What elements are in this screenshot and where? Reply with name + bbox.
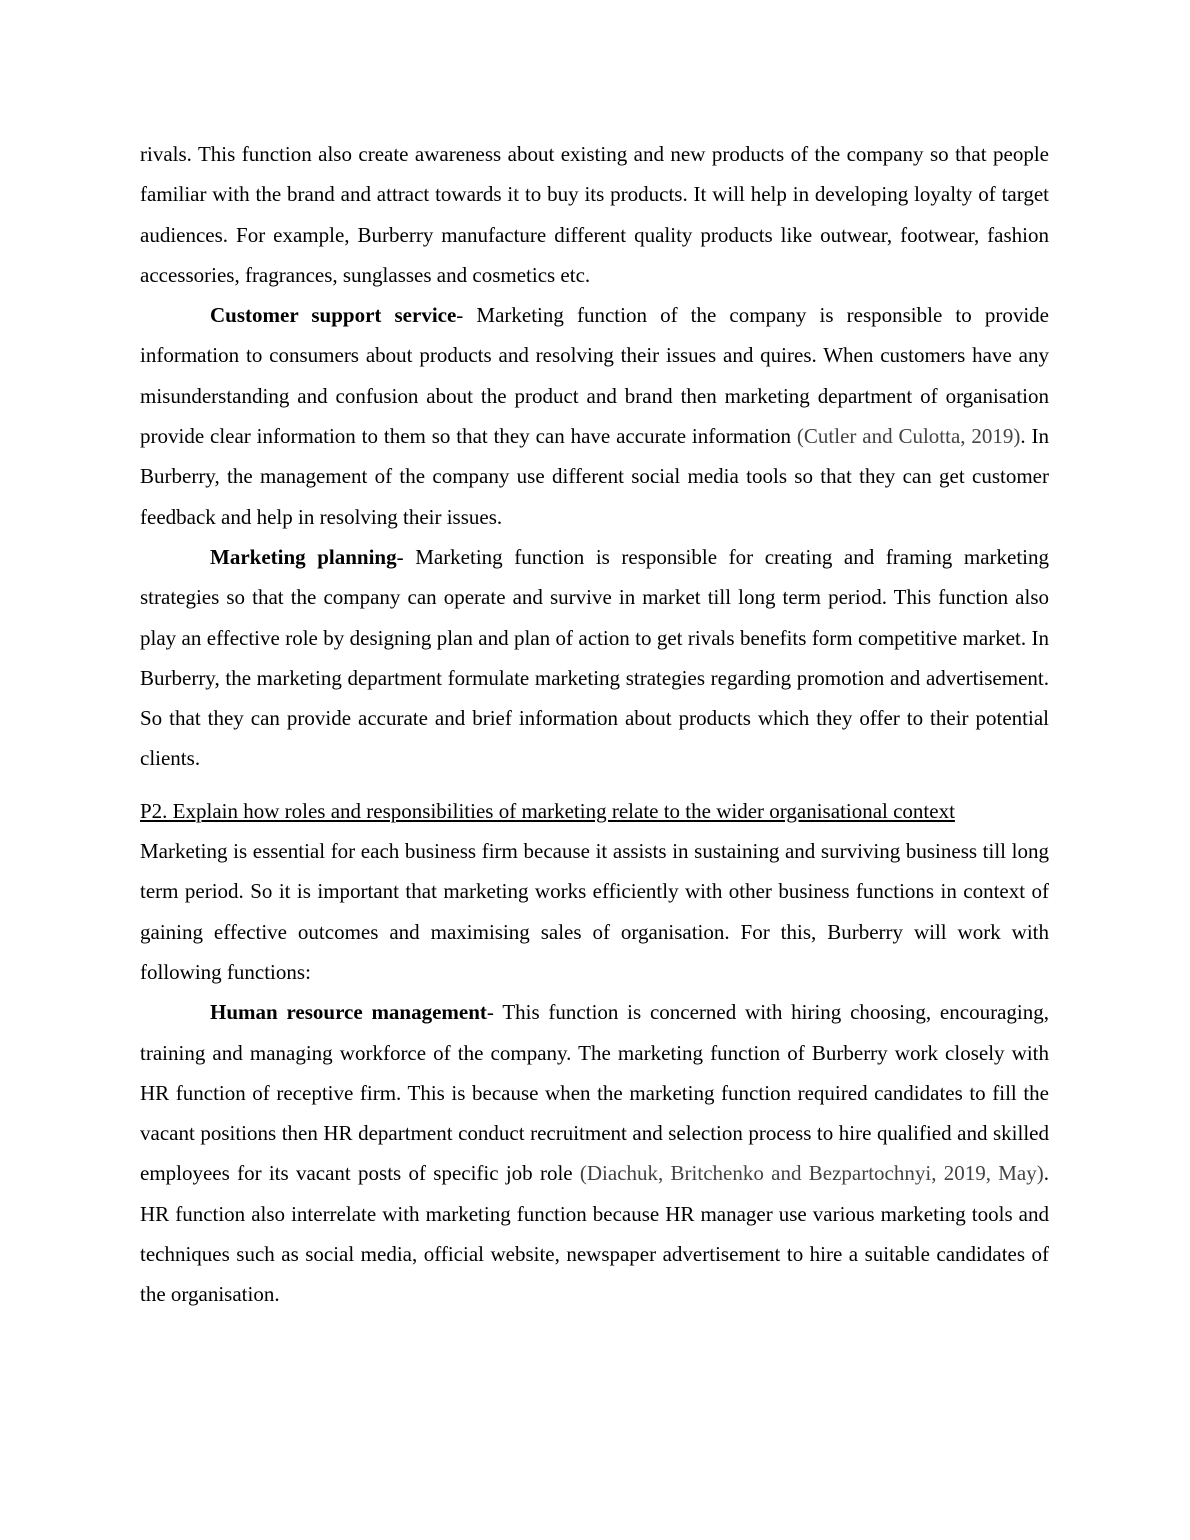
paragraph-text: . In Burberry, the management of the company use different social media tools so that they can get customer feedback and help in resolving their issues.: [140, 424, 1049, 529]
citation-cutler-culotta: (Cutler and Culotta, 2019): [796, 424, 1021, 449]
paragraph-marketing-planning: [140, 537, 1049, 779]
document-page: [140, 134, 1049, 1315]
paragraph-text: - Marketing function of the company is responsible to provide information to consumers about products and resolving their issues and quires. When customers have any misunderstanding and confusion about the product and brand then marketing department of organisation provide clear information to them so that they can have accurate information: [140, 303, 1049, 449]
paragraph-human-resource: [140, 992, 1049, 1314]
paragraph-text: rivals. This function also create awareness about existing and new products of the company so that people familiar with the brand and attract towards it to buy its products. It will help in developing loyalty of target audiences. For example, Burberry manufacture different quality products like outwear, footwear, fashion accessories, fragrances, sunglasses and cosmetics etc.: [140, 142, 1049, 287]
paragraph-text: . HR function also interrelate with marketing function because HR manager use various marketing tools and techniques such as social media, official website, newspaper advertisement to hire a suitable candidates of the organisation.: [140, 1161, 1049, 1307]
paragraph-marketing-essential: [140, 831, 1049, 992]
citation-diachuk: (Diachuk, Britchenko and Bezpartochnyi, 2019, May): [579, 1161, 1044, 1186]
term-customer-support-service: Customer support service: [210, 303, 457, 328]
section-heading-p2: P2. Explain how roles and responsibilities of marketing relate to the wider organisational context: [140, 798, 955, 823]
term-marketing-planning: Marketing planning: [210, 544, 397, 569]
paragraph-text: Marketing is essential for each business firm because it assists in sustaining and surviving business till long term period. So it is important that marketing works efficiently with other business functions in context of gaining effective outcomes and maximising sales of organisation. For this, Burberry will work with following functions:: [140, 839, 1049, 984]
term-human-resource-management: Human resource management: [210, 1000, 487, 1025]
paragraph-customer-support: [140, 295, 1049, 537]
paragraph-text: - This function is concerned with hiring choosing, encouraging, training and managing workforce of the company. The marketing function of Burberry work closely with HR function of receptive firm. This is because when the marketing function required candidates to fill the vacant positions then HR department conduct recruitment and selection process to hire qualified and skilled employees for its vacant posts of specific job role: [140, 1000, 1049, 1186]
paragraph-rivals: [140, 134, 1049, 295]
paragraph-text: - Marketing function is responsible for creating and framing marketing strategies so that the company can operate and survive in market till long term period. This function also play an effective role by designing plan and plan of action to get rivals benefits form competitive market. In Burberry, the marketing department formulate marketing strategies regarding promotion and advertisement. So that they can provide accurate and brief information about products which they offer to their potential clients.: [140, 544, 1049, 771]
